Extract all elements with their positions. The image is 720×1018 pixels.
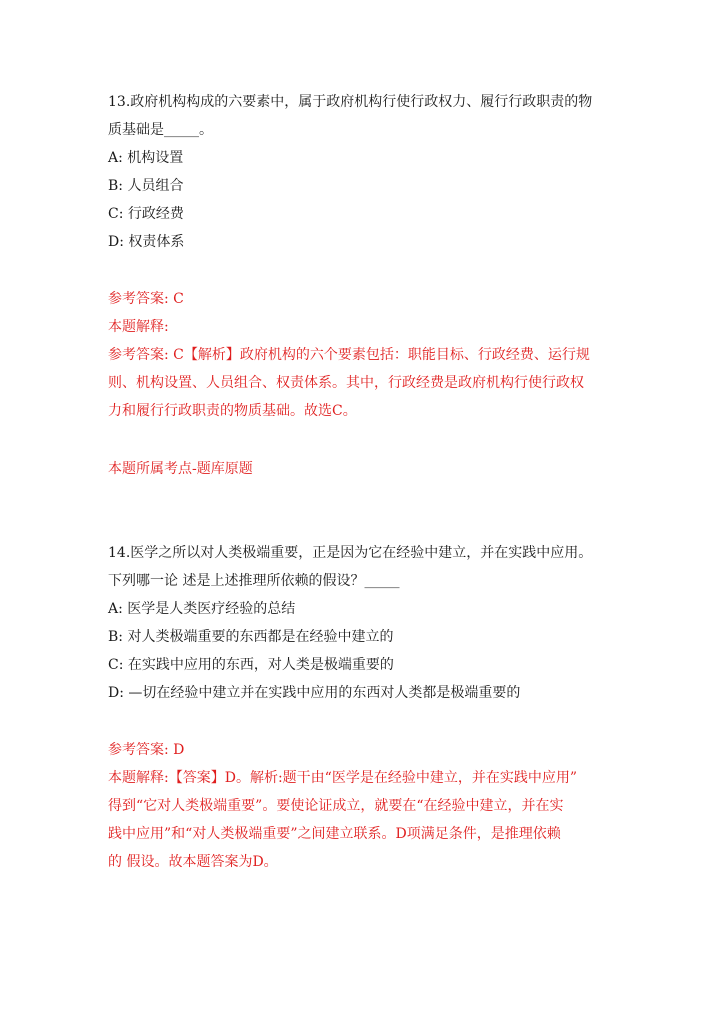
q13-explain-heading: 本题解释: bbox=[108, 319, 169, 335]
q13-explain-line1: 参考答案: C【解析】政府机构的六个要素包括：职能目标、行政经费、运行规 bbox=[108, 347, 590, 363]
q14-stem-line2: 下列哪一论 述是上述推理所依赖的假设？_____ bbox=[108, 573, 400, 589]
q14-explain-line3: 践中应用”和“对人类极端重要”之间建立联系。D项满足条件，是推理依赖 bbox=[108, 826, 561, 842]
q14-answer: 参考答案: D bbox=[108, 742, 185, 758]
q14-option-d: D: —切在经验中建立并在实践中应用的东西对人类都是极端重要的 bbox=[108, 685, 521, 701]
q14-option-a: A: 医学是人类医疗经验的总结 bbox=[108, 601, 296, 617]
q14-stem-line1: 14.医学之所以对人类极端重要，正是因为它在经验中建立，并在实践中应用。 bbox=[108, 545, 593, 561]
q14-option-c: C: 在实践中应用的东西，对人类是极端重要的 bbox=[108, 657, 394, 673]
q13-explain-line3: 力和履行行政职责的物质基础。故选C。 bbox=[108, 403, 357, 419]
q13-source: 本题所属考点-题库原题 bbox=[108, 461, 253, 477]
q13-option-a: A: 机构设置 bbox=[108, 150, 184, 166]
q13-option-c: C: 行政经费 bbox=[108, 206, 184, 222]
q14-explain-line4: 的 假设。故本题答案为D。 bbox=[108, 854, 278, 870]
q13-option-b: B: 人员组合 bbox=[108, 178, 184, 194]
q14-option-b: B: 对人类极端重要的东西都是在经验中建立的 bbox=[108, 629, 394, 645]
q13-stem-line1: 13.政府机构构成的六要素中，属于政府机构行使行政权力、履行行政职责的物 bbox=[108, 94, 593, 110]
q13-stem-line2: 质基础是_____。 bbox=[108, 122, 213, 138]
q13-explain-line2: 则、机构设置、人员组合、权责体系。其中，行政经费是政府机构行使行政权 bbox=[108, 375, 584, 391]
q14-explain-line1: 本题解释:【答案】D。解析:题干由“医学是在经验中建立，并在实践中应用” bbox=[108, 770, 577, 786]
q13-option-d: D: 权责体系 bbox=[108, 234, 185, 250]
q14-explain-line2: 得到“它对人类极端重要”。要使论证成立，就要在“在经验中建立，并在实 bbox=[108, 798, 564, 814]
q13-answer: 参考答案: C bbox=[108, 291, 184, 307]
